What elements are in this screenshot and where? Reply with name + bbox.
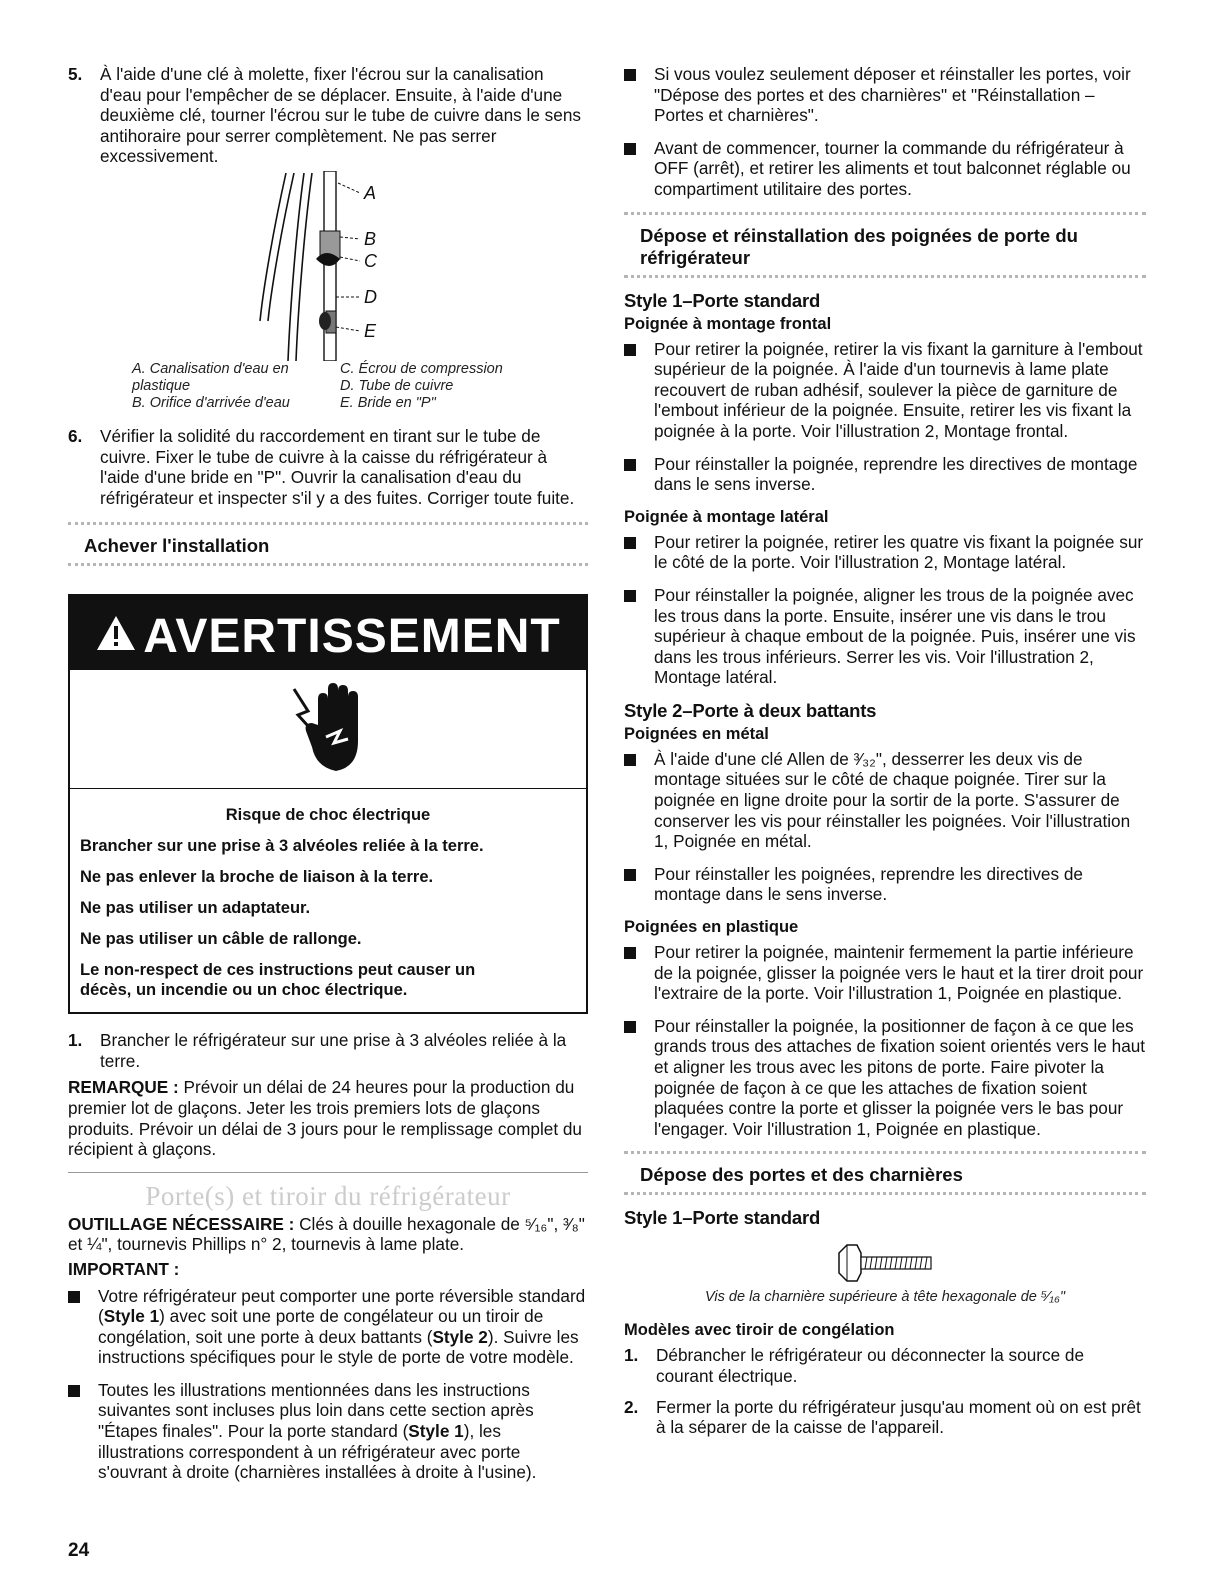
warning-triangle-icon xyxy=(95,609,137,664)
step-text: Débrancher le réfrigérateur ou déconnecter la source de courant électrique. xyxy=(656,1345,1085,1386)
bullet-text: Pour réinstaller la poignée, aligner les trous de la poignée avec les trous dans la porte. Ensuite, insérer une vis dans le trou supérieur à chaque embout de la poignée. Puis, insérer une vis dans les trous inférieurs. Serrer les vis. Voir l'illustration 2, Montage latéral. xyxy=(654,584,1136,688)
warning-line-1: Brancher sur une prise à 3 alvéoles reliée à la terre. xyxy=(80,837,484,856)
water-line-figure xyxy=(68,171,588,361)
bullet-square-icon xyxy=(624,1021,636,1033)
remarque-text: Prévoir un délai de 24 heures pour la production du premier lot de glaçons. Jeter les trois premiers lots de glaçons produits. Prévoir un délai de 3 jours pour le remplissage complet du récipient à glaçons. xyxy=(68,1077,582,1160)
warning-line-5: Le non-respect de ces instructions peut causer un décès, un incendie ou un choc électrique. xyxy=(80,961,476,1000)
warning-line-2: Ne pas enlever la broche de liaison à la terre. xyxy=(80,868,434,887)
caption-c: C. Écrou de compression xyxy=(340,360,503,377)
step-number: 5. xyxy=(68,64,83,84)
poignees-plastique-heading: Poignées en plastique xyxy=(624,918,799,937)
bullet-item xyxy=(68,1380,588,1483)
caption-d: D. Tube de cuivre xyxy=(340,377,454,394)
bullet-item xyxy=(68,1286,588,1368)
modeles-heading: Modèles avec tiroir de congélation xyxy=(624,1321,895,1340)
figure-label-e: E xyxy=(364,320,377,341)
right-column xyxy=(624,64,1146,1438)
bullet-item xyxy=(624,1016,1146,1140)
bullet-text: À l'aide d'une clé Allen de ³⁄₃₂", desserrer les deux vis de montage situées sur le côté de chaque poignée. Tirer sur la poignée en ligne droite pour la sortir de la porte. S'assurer de conserver les vis pour réinstaller les poignées. Voir l'illustration 1, Poignée en métal. xyxy=(654,748,1131,852)
step-text: À l'aide d'une clé à molette, fixer l'écrou sur la canalisation d'eau pour l'empêcher de se déplacer. Ensuite, à l'aide d'une deuxième clé, tourner l'écrou sur le tube de cuivre dans le sens antihoraire pour serrer complètement. Ne pas serrer excessivement. xyxy=(100,64,581,167)
outillage-text: Clés à douille hexagonale de ⁵⁄₁₆", ³⁄₈" et ¼", tournevis Phillips n° 2, tournevis à lame plate. xyxy=(68,1213,585,1255)
bullet-item xyxy=(624,942,1146,1004)
warning-box xyxy=(68,594,588,1014)
outillage-paragraph xyxy=(68,1214,588,1255)
bullet-square-icon xyxy=(68,1291,80,1303)
important-label: IMPORTANT : xyxy=(68,1258,180,1279)
bullet-item xyxy=(624,749,1146,852)
caption-e: E. Bride en "P" xyxy=(340,394,436,411)
style2-heading: Style 2–Porte à deux battants xyxy=(624,699,877,721)
hex-screw-figure xyxy=(624,1243,1146,1283)
bullet-item xyxy=(624,864,1146,905)
bullet-item xyxy=(624,64,1146,126)
water-line-diagram xyxy=(68,171,588,361)
warning-title: AVERTISSEMENT xyxy=(143,610,561,664)
bullet-text: Pour retirer la poignée, retirer la vis fixant la garniture à l'embout supérieur de la poignée. À l'aide d'un tournevis à lame plate recouvert de ruban adhésif, soulever la pièce de garniture de l'embout inférieur de la poignée. Ensuite, retirer les vis fixant la poignée à la porte. Voir l'illustration 2, Montage frontal. xyxy=(654,338,1143,441)
bullet-item xyxy=(624,532,1146,573)
bullet-text: Si vous voulez seulement déposer et réinstaller les portes, voir "Dépose des portes et des charnières" et "Réinstallation – Portes et charnières". xyxy=(654,64,1131,126)
bullet-square-icon xyxy=(624,537,636,549)
warning-header xyxy=(70,596,586,670)
figure-label-d: D xyxy=(364,286,377,307)
style1-heading: Style 1–Porte standard xyxy=(624,289,821,311)
style1b-heading: Style 1–Porte standard xyxy=(624,1207,821,1229)
caption-b: B. Orifice d'arrivée d'eau xyxy=(132,394,290,411)
bullet-square-icon xyxy=(624,459,636,471)
figure-label-a: A xyxy=(364,182,377,203)
bullet-square-icon xyxy=(624,947,636,959)
poignees-metal-heading: Poignées en métal xyxy=(624,724,769,743)
step-number: 2. xyxy=(624,1396,639,1417)
bullet-text: Pour réinstaller la poignée, reprendre les directives de montage dans le sens inverse. xyxy=(654,453,1138,495)
step-text: Fermer la porte du réfrigérateur jusqu'au moment où on est prêt à la séparer de la caisse de l'appareil. xyxy=(656,1396,1141,1438)
left-column xyxy=(68,64,588,1495)
screw-caption: Vis de la charnière supérieure à tête hexagonale de ⁵⁄₁₆" xyxy=(705,1289,1065,1306)
remarque-label: REMARQUE : xyxy=(68,1077,179,1098)
step-text: Vérifier la solidité du raccordement en tirant sur le tube de cuivre. Fixer le tube de cuivre à la caisse du réfrigérateur à l'aide d'une bride en "P". Ouvrir la canalisation d'eau du réfrigérateur et inspecter s'il y a des fuites. Corriger toute fuite. xyxy=(100,425,575,508)
hex-screw-icon xyxy=(835,1243,935,1283)
figure-label-c: C xyxy=(364,250,377,271)
bullet-square-icon xyxy=(624,69,636,81)
bullet-item xyxy=(624,585,1146,688)
poignee-lateral-heading: Poignée à montage latéral xyxy=(624,507,829,526)
bullet-square-icon xyxy=(624,344,636,356)
bullet-square-icon xyxy=(624,869,636,881)
shock-hazard-icon xyxy=(70,670,586,789)
step-number: 1. xyxy=(624,1345,639,1366)
page-number: 24 xyxy=(68,1540,90,1561)
step-number: 6. xyxy=(68,425,83,446)
outillage-label: OUTILLAGE NÉCESSAIRE : xyxy=(68,1213,295,1234)
caption-a: A. Canalisation d'eau en plastique xyxy=(132,360,289,394)
section-heading-depose-portes: Dépose des portes et des charnières xyxy=(624,1151,1146,1195)
bullet-text: Toutes les illustrations mentionnées dans les instructions suivantes sont incluses plus loin dans cette section après "Étapes finales". Pour la porte standard (Style 1), les illustrations correspondent à un réfrigérateur avec porte s'ouvrant à droite (charnières installées à droite à l'usine). xyxy=(98,1379,537,1483)
bullet-text: Votre réfrigérateur peut comporter une porte réversible standard (Style 1) avec soit une porte de congélateur ou un tiroir de congélation, soit une porte à deux battants (Style 2). Suivre les instructions spécifiques pour le style de porte de votre modèle. xyxy=(98,1285,586,1368)
chapter-divider xyxy=(68,1172,588,1173)
section-heading-achever: Achever l'installation xyxy=(68,522,588,566)
bullet-text: Pour retirer la poignée, retirer les quatre vis fixant la poignée sur le côté de la porte. Voir l'illustration 2, Montage latéral. xyxy=(654,531,1144,573)
poignee-frontal-heading: Poignée à montage frontal xyxy=(624,314,832,333)
bullet-text: Pour retirer la poignée, maintenir fermement la partie inférieure de la poignée, glisser la poignée vers le haut et la tirer droit pour l'extraire de la porte. Voir l'illustration 1, Poignée en plastique. xyxy=(654,942,1144,1004)
step-1 xyxy=(68,1030,588,1071)
bullet-text: Avant de commencer, tourner la commande du réfrigérateur à OFF (arrêt), et retirer les aliments et tout balconnet réglable ou compartiment utilitaire des portes. xyxy=(654,137,1131,199)
warning-line-3: Ne pas utiliser un adaptateur. xyxy=(80,899,311,918)
bullet-text: Pour réinstaller les poignées, reprendre les directives de montage dans le sens inverse. xyxy=(654,863,1083,905)
bullet-item xyxy=(624,339,1146,442)
step-number: 1. xyxy=(68,1030,83,1051)
bullet-square-icon xyxy=(68,1385,80,1397)
bullet-item xyxy=(624,454,1146,495)
remarque-paragraph xyxy=(68,1077,588,1159)
warning-text xyxy=(70,789,586,1012)
warning-risk: Risque de choc électrique xyxy=(225,806,431,825)
step-5 xyxy=(68,64,588,167)
bullet-square-icon xyxy=(624,143,636,155)
figure-caption xyxy=(132,361,588,412)
bullet-square-icon xyxy=(624,754,636,766)
warning-line-4: Ne pas utiliser un câble de rallonge. xyxy=(80,930,362,949)
figure-label-b: B xyxy=(364,228,377,249)
bullet-square-icon xyxy=(624,590,636,602)
step-text: Brancher le réfrigérateur sur une prise à 3 alvéoles reliée à la terre. xyxy=(100,1030,567,1071)
bullet-text: Pour réinstaller la poignée, la positionner de façon à ce que les grands trous des attaches de fixation soient orientés vers le haut et aligner les trous avec les pitons de porte. Faire pivoter la poignée de façon à ce que les attaches de fixation soient plaquées contre la porte et glisser la poignée vers le bas pour l'engager. Voir l'illustration 1, Poignée en plastique. xyxy=(654,1015,1146,1139)
section-heading-poignees: Dépose et réinstallation des poignées de porte du réfrigérateur xyxy=(624,212,1146,278)
step-6 xyxy=(68,426,588,508)
chapter-title: Porte(s) et tiroir du réfrigérateur xyxy=(145,1180,511,1211)
step-1-right xyxy=(624,1345,1146,1386)
step-2-right xyxy=(624,1397,1146,1438)
bullet-item xyxy=(624,138,1146,200)
